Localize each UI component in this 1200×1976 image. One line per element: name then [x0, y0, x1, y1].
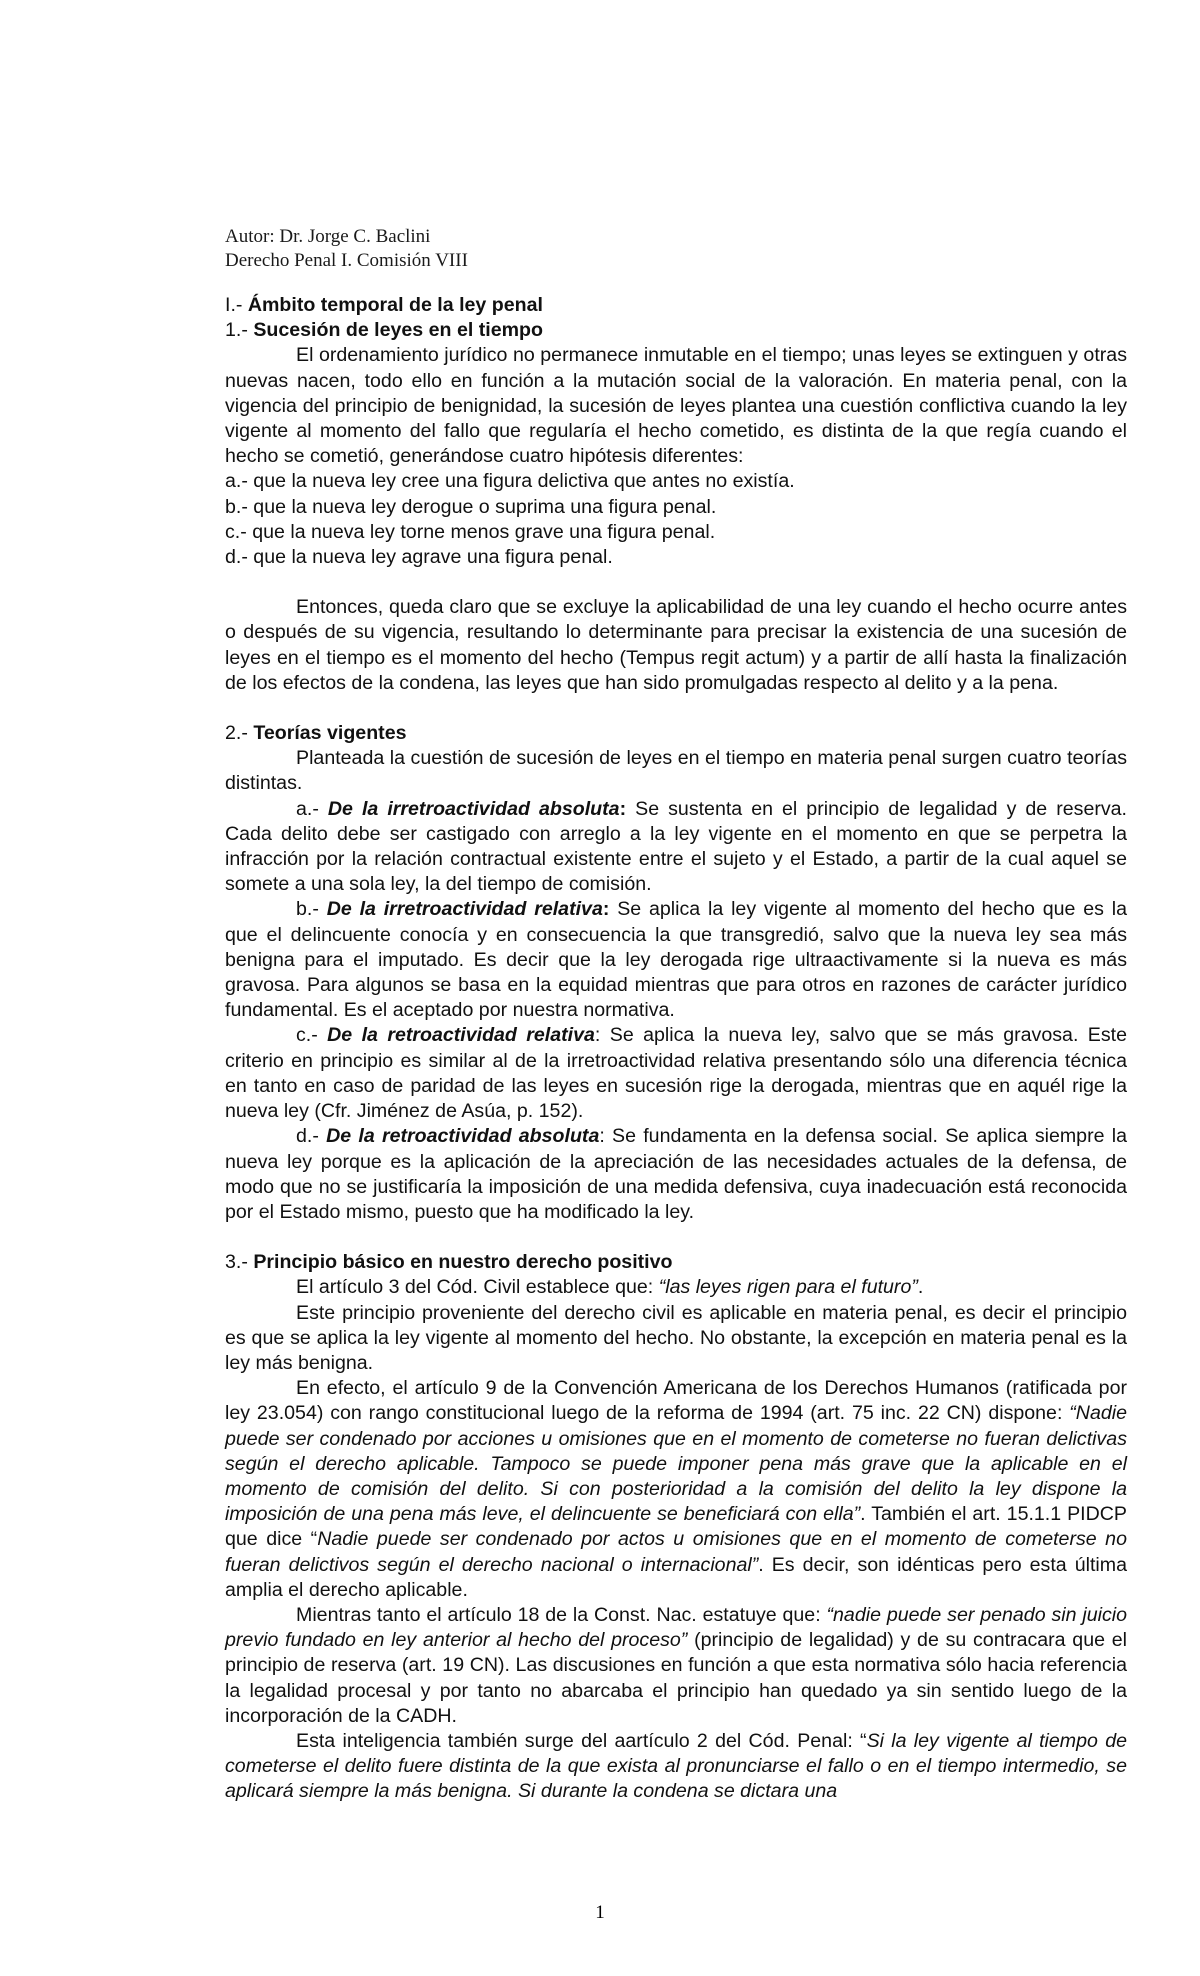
theory-paragraph: b.- De la irretroactividad relativa: Se aplica la ley vigente al momento del hecho que es la que el delincuente conocía y en consecuencia la que transgredió, salvo que la nueva ley sea más benigna para el imputado. Es decir que la ley derogada rige ultraactivamente si la nueva es más gravosa. Para algunos se basa en la equidad mientras que para otros en razones de carácter jurídico fundamental. Es el aceptado por nuestra normativa.: [225, 898, 1128, 1022]
paragraph: Este principio proveniente del derecho civil es aplicable en materia penal, es decir el principio es que se aplica la ley vigente al momento del hecho. No obstante, la excepción en materia penal es la ley más benigna.: [225, 1301, 1127, 1374]
section-1-number: I.-: [225, 294, 248, 316]
author-line: Autor: Dr. Jorge C. Baclini: [225, 226, 431, 247]
quote: “nadie puede ser penado sin juicio previo fundado en ley anterior al hecho del proceso”: [225, 1603, 1127, 1652]
quote: Si la ley vigente al tiempo de cometerse el delito fuere distinta de la que exista al pronunciarse el fallo o en el tiempo intermedio, se aplicará siempre la más benigna. Si durante la condena se dictara una: [225, 1729, 1127, 1803]
quote: “las leyes rigen para el futuro”: [658, 1276, 918, 1299]
section-3-title: Principio básico en nuestro derecho positivo: [253, 1251, 673, 1274]
paragraph: Entonces, queda claro que se excluye la aplicabilidad de una ley cuando el hecho ocurre antes o después de su vigencia, resultando lo determinante para precisar la existencia de una sucesión de leyes en el tiempo es el momento del hecho (Tempus regit actum) y a partir de allí hasta la finalización de los efectos de la condena, las leyes que han sido promulgadas respecto al delito y a la pena.: [225, 596, 1127, 694]
list-item: d.- que la nueva ley agrave una figura penal.: [225, 546, 613, 569]
theory-paragraph: c.- De la retroactividad relativa: Se aplica la nueva ley, salvo que se más gravosa. Este criterio en principio es similar al de la irretroactividad relativa presentando sólo una diferencia técnica en tanto en caso de paridad de las leyes en sucesión rige la derogada, mientras que en aquél rige la nueva ley (Cfr. Jiménez de Asúa, p. 152).: [225, 1024, 1127, 1123]
theory-paragraph: a.- De la irretroactividad absoluta: Se sustenta en el principio de legalidad y de reserva. Cada delito debe ser castigado con arreglo a la ley vigente en el momento en que se perpetra la infracción por la relación contractual existente entre el sujeto y el Estado, a partir de la cual aquel se somete a una sola ley, la del tiempo de comisión.: [225, 797, 1128, 896]
theory-name: De la retroactividad absoluta: [326, 1125, 600, 1148]
list-item: c.- que la nueva ley torne menos grave una figura penal.: [225, 520, 716, 543]
page-number: 1: [595, 1902, 605, 1923]
theory-prefix: d.-: [296, 1125, 327, 1148]
theory-text: Se fundamenta en la defensa social. Se aplica siempre la nueva ley porque es la aplicación de la apreciación de las necesidades actuales de la defensa, de modo que no se justificaría la imposición de una medida defensiva, cuya inadecuación está reconocida por el Estado mismo, puesto que ha modificado la ley.: [225, 1125, 1127, 1223]
subsection-1-heading: [225, 318, 1127, 343]
paragraph: Mientras tanto el artículo 18 de la Const. Nac. estatuye que: “nadie puede ser penado sin juicio previo fundado en ley anterior al hecho del proceso” (principio de legalidad) y de su contracara que el principio de reserva (art. 19 CN). Las discusiones en función a que esta normativa sólo hacia referencia la legalidad procesal y por tanto no abarcaba el principio han quedado ya sin sentido luego de la incorporación de la CADH.: [225, 1603, 1127, 1727]
list-item: b.- que la nueva ley derogue o suprima una figura penal.: [225, 495, 717, 518]
theory-paragraph: d.- De la retroactividad absoluta: Se fundamenta en la defensa social. Se aplica siempre la nueva ley porque es la aplicación de la apreciación de las necesidades actuales de la defensa, de modo que no se justificaría la imposición de una medida defensiva, cuya inadecuación está reconocida por el Estado mismo, puesto que ha modificado la ley.: [225, 1125, 1127, 1223]
theory-text: Se aplica la nueva ley, salvo que se más gravosa. Este criterio en principio es similar al de la irretroactividad relativa presentando sólo una diferencia técnica en tanto en caso de paridad de las leyes en sucesión rige la derogada, mientras que en aquél rige la nueva ley (Cfr. Jiménez de Asúa, p. 152).: [225, 1024, 1127, 1123]
list-item: a.- que la nueva ley cree una figura delictiva que antes no existía.: [225, 470, 795, 493]
paragraph: El artículo 3 del Cód. Civil establece que: “las leyes rigen para el futuro”.: [296, 1276, 924, 1299]
theory-name: De la irretroactividad absoluta: [327, 797, 620, 820]
theory-prefix: b.-: [296, 898, 327, 921]
section-2-number: 2.-: [225, 722, 254, 745]
theory-text: Se aplica la ley vigente al momento del hecho que es la que el delincuente conocía y en consecuencia la que transgredió, salvo que la nueva ley sea más benigna para el imputado. Es decir que la ley derogada rige ultraactivamente si la nueva es más gravosa. Para algunos se basa en la equidad mientras que para otros en razones de carácter jurídico fundamental. Es el aceptado por nuestra normativa.: [225, 898, 1128, 1022]
section-2-title: Teorías vigentes: [253, 722, 407, 745]
course-line: Derecho Penal I. Comisión VIII: [225, 250, 468, 271]
document-body: [225, 293, 1127, 1805]
paragraph: Planteada la cuestión de sucesión de leyes en el tiempo en materia penal surgen cuatro teorías distintas.: [225, 747, 1127, 795]
section-1-title: Ámbito temporal de la ley penal: [247, 294, 543, 316]
quote: “Nadie puede ser condenado por acciones u omisiones que en el momento de cometerse no fueran delictivas según el derecho aplicable. Tampoco se puede imponer pena más grave que la aplicable en el momento de comisión del delito. Si con posterioridad a la comisión del delito la ley dispone la imposición de una pena más leve, el delincuente se beneficiará con ella”: [225, 1402, 1127, 1526]
quote: Nadie puede ser condenado por actos u omisiones que en el momento de cometerse no fueran delictivos según el derecho nacional o internacional”: [225, 1528, 1127, 1576]
section-3-heading: [225, 1250, 1127, 1275]
theory-prefix: c.-: [296, 1024, 328, 1047]
document-header: [225, 225, 985, 273]
theory-prefix: a.-: [296, 797, 328, 820]
subsection-1-title: Sucesión de leyes en el tiempo: [253, 319, 543, 342]
theory-name: De la irretroactividad relativa: [326, 898, 603, 921]
section-2-heading: [225, 721, 1127, 746]
section-3-number: 3.-: [225, 1251, 254, 1274]
paragraph: El ordenamiento jurídico no permanece inmutable en el tiempo; unas leyes se extinguen y otras nuevas nacen, todo ello en función a la mutación social de la valoración. En materia penal, con la vigencia del principio de benignidad, la sucesión de leyes plantea una cuestión conflictiva cuando la ley vigente al momento del fallo que regularía el hecho cometido, es distinta de la que regía cuando el hecho se cometió, generándose cuatro hipótesis diferentes:: [225, 344, 1127, 468]
paragraph: Esta inteligencia también surge del aartículo 2 del Cód. Penal: “Si la ley vigente al tiempo de cometerse el delito fuere distinta de la que exista al pronunciarse el fallo o en el tiempo intermedio, se aplicará siempre la más benigna. Si durante la condena se dictara una: [225, 1729, 1127, 1803]
section-1-heading: [225, 293, 1127, 318]
paragraph: En efecto, el artículo 9 de la Convención Americana de los Derechos Humanos (ratificada por ley 23.054) con rango constitucional luego de la reforma de 1994 (art. 75 inc. 22 CN) dispone: “Nadie puede ser condenado por acciones u omisiones que en el momento de cometerse no fueran delictivas según el derecho aplicable. Tampoco se puede imponer pena más grave que la aplicable en el momento de comisión del delito. Si con posterioridad a la comisión del delito la ley dispone la imposición de una pena más leve, el delincuente se beneficiará con ella”. También el art. 15.1.1 PIDCP que dice “Nadie puede ser condenado por actos u omisiones que en el momento de cometerse no fueran delictivos según el derecho nacional o internacional”. Es decir, son idénticas pero esta última amplia el derecho aplicable.: [225, 1377, 1127, 1601]
subsection-1-number: 1.-: [225, 319, 254, 342]
theory-name: De la retroactividad relativa: [327, 1024, 595, 1047]
theory-text: Se sustenta en el principio de legalidad y de reserva. Cada delito debe ser castigado con arreglo a la ley vigente en el momento en que se perpetra la infracción por la relación contractual existente entre el sujeto y el Estado, a partir de la cual aquel se somete a una sola ley, la del tiempo de comisión.: [225, 797, 1128, 896]
